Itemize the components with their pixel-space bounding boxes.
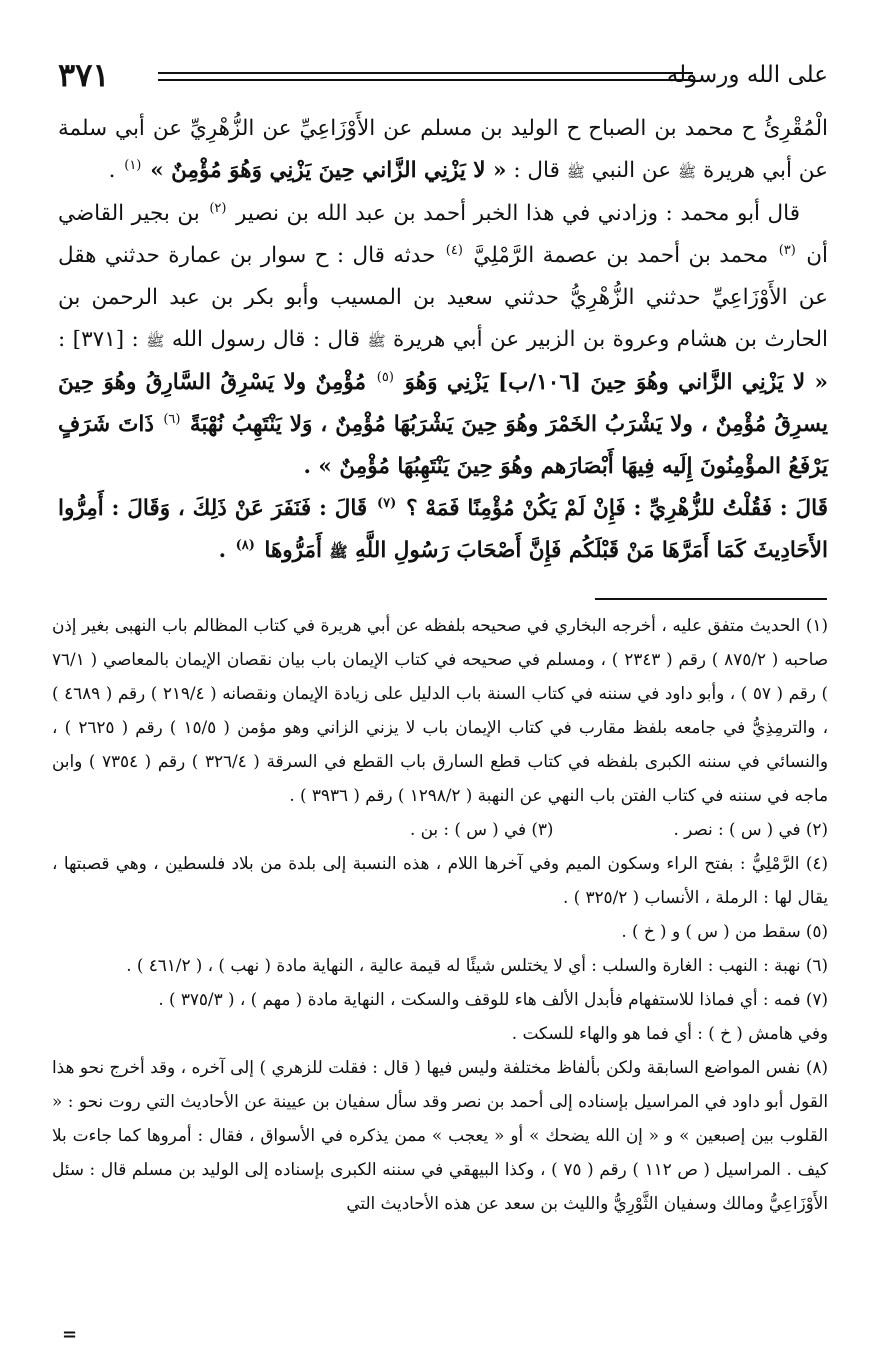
footnote-ref-3: (٣) (778, 242, 796, 258)
footnote-4: (٤) الرَّمْلِيُّ : بفتح الراء وسكون الميم وفي آخرها اللام ، هذه النسبة إلى بلدة من بلاد فلسطين ، وهي قصبتها ، يقال لها : الرملة ، الأنساب ( ٣٢٥/٢ ) . (52, 853, 828, 907)
footnote-ref-5: (٥) (376, 369, 394, 385)
radi-symbol: ﷺ (367, 332, 386, 350)
footnote-8: (٨) نفس المواضع السابقة ولكن بألفاظ مختلفة وليس فيها ( قال : فقلت للزهري ) إلى آخره ، وقد أخرج نحو هذا القول أبو داود في المراسيل بإسناده إلى أحمد بن نصر وقد سأل سفيان بن عيينة عن الأحاديث التي روت نحو : « القلوب بين إصبعين » و « إن الله يضحك » أو « يعجب » ممن يذكره في الأسواق ، فقال : أمروها كما جاءت بلا كيف . المراسيل ( ص ١١٢ ) رقم ( ٧٥ ) ، وكذا البيهقي في سننه الكبرى بإسناده إلى الوليد بن مسلم قال : سئل الأَوْزَاعِيُّ ومالك وسفيان الثَّوْرِيُّ والليث بن سعد عن هذه الأحاديث التي (52, 1057, 828, 1213)
footnote-5: (٥) سقط من ( س ) و ( خ ) . (621, 921, 828, 941)
footnote-1: (١) الحديث متفق عليه ، أخرجه البخاري في صحيحه بلفظه عن أبي هريرة في كتاب المظالم باب النهبى بغير إذن صاحبه ( ٨٧٥/٢ ) رقم ( ٢٣٤٣ ) ، ومسلم في صحيحه في كتاب الإيمان باب بيان نقصان الإيمان بالمعاصي ( ٧٦/١ ) رقم ( ٥٧ ) ، وأبو داود في سننه في كتاب السنة باب الدليل على زيادة الإيمان ونقصانه ( ٢١٩/٤ ) رقم ( ٤٦٨٩ ) ، والترمِذِيُّ في جامعه بلفظ مقارب في كتاب الإيمان باب لا يزني الزاني وهو مؤمن ( ١٥/٥ ) رقم ( ٢٦٢٥ ) ، والنسائي في سننه الكبرى بلفظه في كتاب قطع السارق باب القطع في السرقة ( ٣٢٦/٤ ) رقم ( ٧٣٥٤ ) وابن ماجه في سننه في كتاب الفتن باب النهي عن النهبة ( ١٢٩٨/٢ ) رقم ( ٣٩٣٦ ) . (52, 615, 828, 805)
footnote-6: (٦) نهبة : النهب : الغارة والسلب : أي لا يختلس شيئًا له قيمة عالية ، النهاية مادة ( نهب ) ، ( ٤٦١/٢ ) . (126, 955, 828, 975)
footnote-ref-2: (٢) (209, 200, 227, 216)
footnote-ref-4: (٤) (445, 242, 463, 258)
paragraph-2: قال أبو محمد : وزادني في هذا الخبر أحمد بن عبد الله بن نصير $^{(٢)}$ بن بجير القاضي أن $^{(٣)}$ محمد بن أحمد بن عصمة الرَّمْلِيَّ $^{(٤)}$ حدثه قال : ح سوار بن عمارة حدثني هقل عن الأَوْزَاعِيِّ حدثني الزُّهْرِيُّ حدثني سعيد بن المسيب وأبو بكر بن عبد الرحمن بن الحارث بن هشام وعروة بن الزبير عن أبي هريرة ﷺ قال : قال رسول الله ﷺ : [٣٧١] : « لا يَزْنِي الزَّاني وهُوَ حِينَ [١٠٦/ب] يَزْنِي وَهُوَ $^{(٥)}$ مُؤْمِنٌ ولا يَسْرِقُ السَّارِقُ وهُوَ حِينَ يسرِقُ مُؤْمِنٌ ، ولا يَشْرَبُ الخَمْرَ وهُوَ حِينَ يَشْرَبُهَا مُؤْمِنٌ ، وَلا يَنْتَهِبُ نُهْبَةً $^{(٦)}$ ذَاتَ شَرَفٍ يَرْفَعُ المؤْمِنُونَ إِلَيه فِيهَا أَبْصَارَهم وهُوَ حِينَ يَنْتَهِبُهَا مُؤْمِنٌ » . (58, 200, 828, 479)
salawat-symbol: ﷺ (566, 163, 585, 181)
salawat-symbol: ﷺ (146, 332, 165, 350)
footnote-separator (595, 598, 827, 600)
footnote-ref-6: (٦) (163, 411, 181, 427)
paragraph-1: الْمُقْرِئُ ح محمد بن الصباح ح الوليد بن مسلم عن الأَوْزَاعِيِّ عن الزُّهْرِيِّ عن أبي سلمة عن أبي هريرة ﷺ عن النبي ﷺ قال : « لا يَزْنِي الزَّاني حِينَ يَزْنِي وَهُوَ مُؤْمِنٌ » $^{(١)}$ . (58, 116, 828, 183)
footnote-ref-1: (١) (124, 157, 142, 173)
header-double-rule (158, 72, 693, 81)
footnote-ref-8: (٨) (235, 537, 255, 553)
hadith-quote-part-1: « لا يَزْنِي الزَّاني وهُوَ حِينَ [١٠٦/ب] يَزْنِي وَهُوَ (404, 370, 828, 395)
footnote-3: (٣) في ( س ) : بن . (409, 819, 554, 839)
running-title: على الله ورسوله (666, 62, 828, 88)
footnote-7: (٧) فمه : أي فماذا للاستفهام فأبدل الألف هاء للوقف والسكت ، النهاية مادة ( مهم ) ، ( ٣٧٥/٣ ) . (158, 989, 828, 1009)
footnote-ref-7: (٧) (377, 495, 397, 511)
radi-symbol: ﷺ (677, 163, 697, 181)
page-number: ٣٧١ (58, 56, 110, 94)
footnote-2: (٢) في ( س ) : نصر . (673, 819, 828, 839)
paragraph-3: قَالَ : فَقُلْتُ للزُّهْرِيِّ : فَإِنْ لَمْ يَكُنْ مُؤْمِنًا فَمَهْ ؟ $^{(٧)}$ قَالَ : فَنَفَرَ عَنْ ذَلِكَ ، وَقَالَ : أَمِرُّوا الأَحَادِيثَ كَمَا أَمَرَّهَا مَنْ قَبْلَكُم فَإِنَّ أَصْحَابَ رَسُولِ اللَّهِ ﷺ أَمَرُّوهَا $^{(٨)}$ . (58, 495, 828, 563)
hadith-quote: « لا يَزْنِي الزَّاني حِينَ يَزْنِي وَهُوَ مُؤْمِنٌ » (150, 158, 507, 183)
running-header (58, 58, 828, 94)
hadith-quote-part-3: ذَاتَ شَرَفٍ يَرْفَعُ المؤْمِنُونَ إِلَيه فِيهَا أَبْصَارَهم وهُوَ حِينَ يَنْتَهِبُهَا مُؤْمِنٌ » . (58, 412, 828, 479)
hadith-quote-part-2: مُؤْمِنٌ ولا يَسْرِقُ السَّارِقُ وهُوَ حِينَ يسرِقُ مُؤْمِنٌ ، ولا يَشْرَبُ الخَمْرَ وهُوَ حِينَ يَشْرَبُهَا مُؤْمِنٌ ، وَلا يَنْتَهِبُ نُهْبَةً (58, 370, 828, 437)
continuation-mark: = (62, 1324, 78, 1345)
footnote-7-continued: وفي هامش ( خ ) : أي فما هو والهاء للسكت . (511, 1023, 828, 1043)
main-text (58, 108, 828, 573)
footnotes (52, 608, 828, 1220)
footnote-row-2-3 (52, 812, 828, 846)
salawat-symbol: ﷺ (329, 543, 348, 561)
